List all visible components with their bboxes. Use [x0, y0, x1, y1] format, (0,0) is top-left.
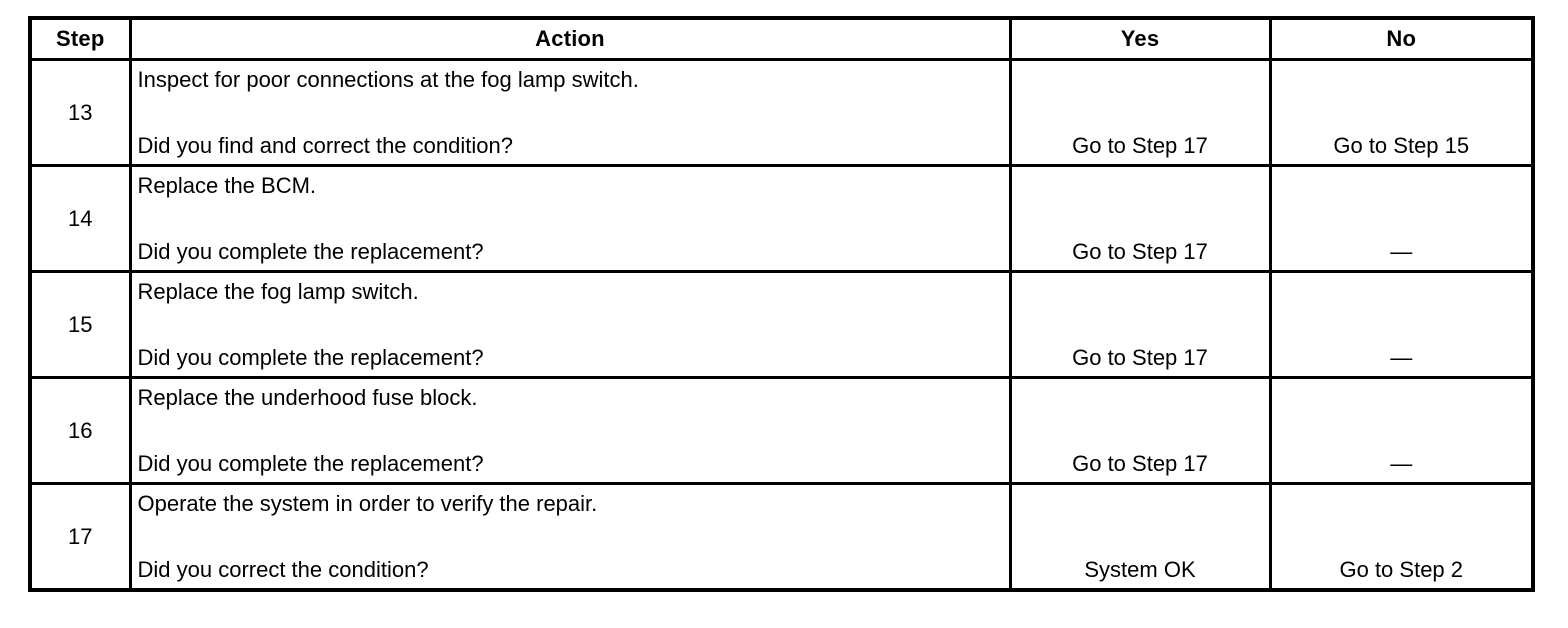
no-result: —: [1390, 239, 1413, 264]
header-yes: Yes: [1010, 18, 1270, 60]
step-number: 15: [30, 272, 130, 378]
action-question: Did you correct the condition?: [137, 557, 429, 582]
no-cell: [1270, 272, 1533, 378]
header-no: No: [1270, 18, 1533, 60]
yes-cell: [1010, 60, 1270, 166]
action-instruction: Replace the BCM.: [137, 173, 317, 198]
table-row: [30, 484, 1533, 591]
table-row: [30, 378, 1533, 484]
yes-result: Go to Step 17: [1072, 345, 1208, 370]
no-cell: [1270, 166, 1533, 272]
table-row: [30, 60, 1533, 166]
yes-result: Go to Step 17: [1072, 239, 1208, 264]
no-cell: [1270, 378, 1533, 484]
step-number: 13: [30, 60, 130, 166]
action-cell: [130, 378, 1010, 484]
no-result: Go to Step 15: [1333, 133, 1470, 158]
action-question: Did you complete the replacement?: [137, 345, 484, 370]
header-step: Step: [30, 18, 130, 60]
yes-cell: [1010, 272, 1270, 378]
table-row: [30, 272, 1533, 378]
yes-result: System OK: [1084, 557, 1196, 582]
step-number: 17: [30, 484, 130, 591]
action-cell: [130, 166, 1010, 272]
no-cell: [1270, 484, 1533, 591]
step-number: 14: [30, 166, 130, 272]
action-instruction: Operate the system in order to verify the repair.: [137, 491, 598, 516]
yes-result: Go to Step 17: [1072, 451, 1208, 476]
diagnostic-table: [28, 16, 1535, 592]
no-result: —: [1390, 345, 1413, 370]
no-result: Go to Step 2: [1339, 557, 1464, 582]
action-instruction: Inspect for poor connections at the fog lamp switch.: [137, 67, 639, 92]
yes-cell: [1010, 484, 1270, 591]
header-action: Action: [130, 18, 1010, 60]
yes-result: Go to Step 17: [1072, 133, 1208, 158]
no-cell: [1270, 60, 1533, 166]
action-question: Did you complete the replacement?: [137, 239, 484, 264]
table-row: [30, 166, 1533, 272]
action-question: Did you find and correct the condition?: [137, 133, 513, 158]
action-instruction: Replace the underhood fuse block.: [137, 385, 478, 410]
action-instruction: Replace the fog lamp switch.: [137, 279, 419, 304]
action-cell: [130, 484, 1010, 591]
yes-cell: [1010, 166, 1270, 272]
no-result: —: [1390, 451, 1413, 476]
header-row: [30, 18, 1533, 60]
action-question: Did you complete the replacement?: [137, 451, 484, 476]
step-number: 16: [30, 378, 130, 484]
action-cell: [130, 60, 1010, 166]
action-cell: [130, 272, 1010, 378]
yes-cell: [1010, 378, 1270, 484]
